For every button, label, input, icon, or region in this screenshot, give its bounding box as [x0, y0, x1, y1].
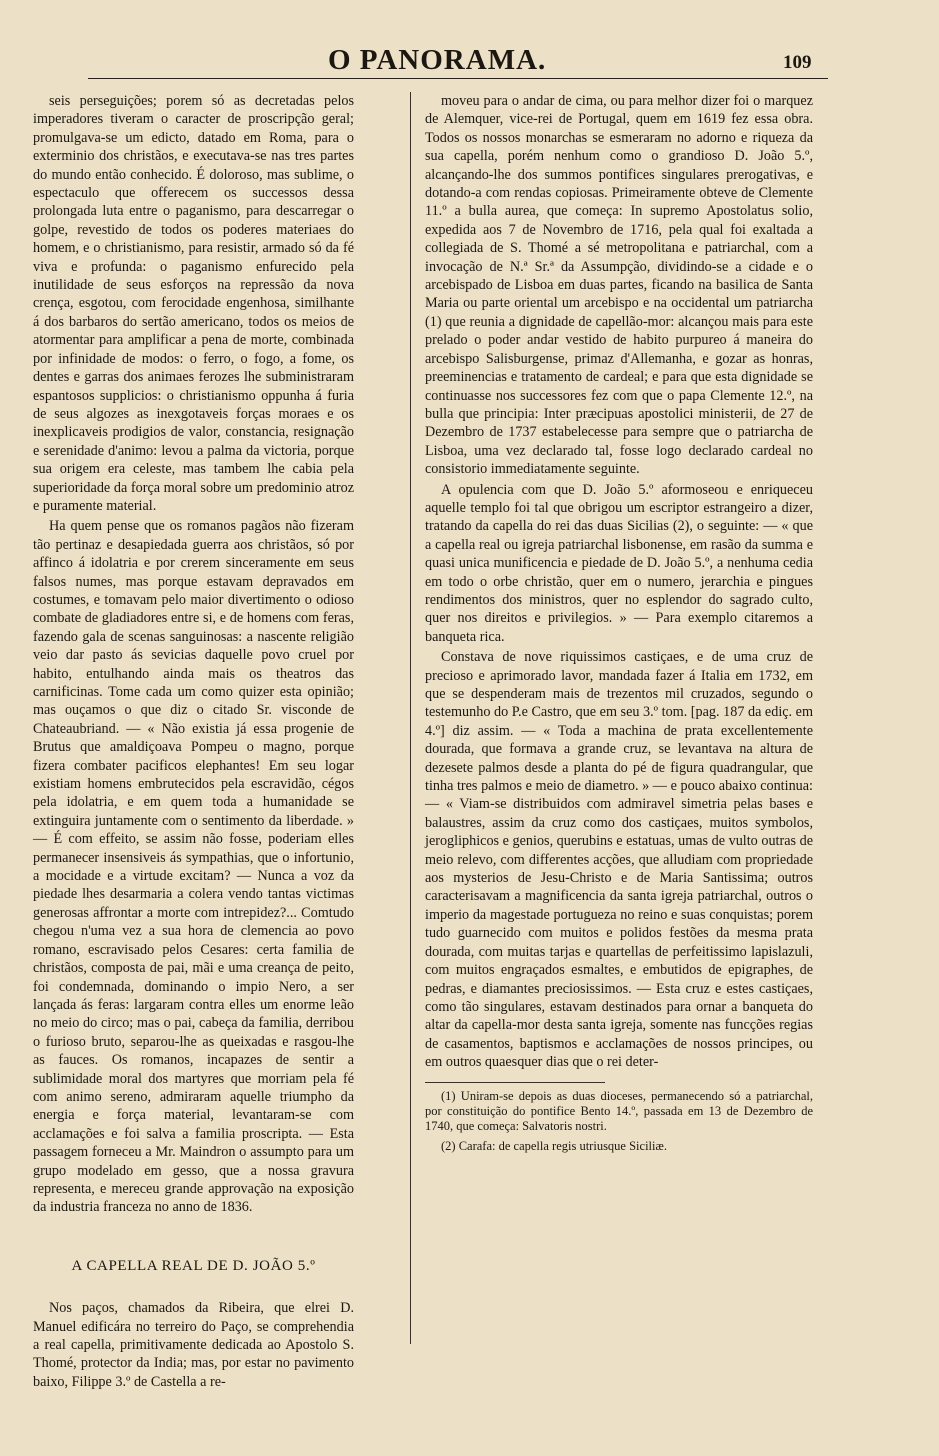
section-title: A CAPELLA REAL DE D. JOÃO 5.º: [71, 1257, 316, 1274]
left-paragraph-1: seis perseguições; porem só as decretadas pelos imperadores tiveram o caracter de proscripção geral; promulgava-se um edicto, datado em Roma, para o exterminio dos christãos, e executava-se nas tres partes do mundo então conhecido. É doloroso, mas sublime, o espectaculo que offerecem os successos dessa prolongada luta entre o paganismo, para descarregar o golpe, revestido de todos os poderes materiaes do homem, e o christianismo, para resistir, armado só da fé viva e profunda: o paganismo enfurecido pela inutilidade de seus esforços na repressão da nova crença, esgotou, com ferocidade engenhosa, similhante á dos barbaros do sertão americano, todos os meios de atormentar para amplificar a pena de morte, combinada por infinidade de modos: o ferro, o fogo, a fome, os dentes e garras dos animaes ferozes lhe subministraram espantosos supplicios: o christianismo oppunha á furia de seus algozes as inexgotaveis forças moraes e os inexplicaveis prodigios de valor, constancia, resignação e serenidade d'animo: levou a palma da victoria, porque sua origem era celeste, mas tambem lhe cabia pela superioridade da força moral sobre um predominio atroz e puramente material.: [33, 93, 354, 514]
page-number: 109: [783, 52, 812, 73]
right-paragraph-3: Constava de nove riquissimos castiçaes, e de uma cruz de precioso e aprimorado lavor, mandada fazer á Italia em 1732, em que se despenderam mais de trezentos mil cruzados, segundo o testemunho do P.e Castro, que em seu 3.º tom. [pag. 187 da ediç. em 4.º] diz assim. — « Toda a machina de prata excellentemente dourada, que formava a grande cruz, se levantava na altura de dezesete palmos desde a planta do pé de figura quadrangular, que tinha tres palmos e meio de diametro. » — e pouco abaixo continua: — « Viam-se distribuidos com admiravel simetria pelas bases e balaustres, assim da cruz como dos castiçaes, muitos symbolos, jerogliphicos e genios, querubins e estatuas, umas de vulto outras de meio relevo, com differentes acções, que alludiam com propriedade aos mysterios de Jesu-Christo e de Maria Santissima; outros caracterisavam a magnificencia da santa igreja patriarchal, outros o imperio da magestade portugueza no reino e suas conquistas; porem tudo guarnecido com muitos e polidos festões da mesma prata dourada, com muitas tarjas e quartellas de perfeitissimo lapislazuli, com muitos engraçados esmaltes, e embutidos de epigraphes, de pedras, e diamantes preciosissimos. — Esta cruz e estes castiçaes, como tão singulares, estavam destinados para ornar a banqueta do altar da capella-mor desta santa igreja, somente nas funcções regias de casamentos, baptismos e acclamações de nossos principes, ou em outros quaesquer dias que o rei deter-: [425, 649, 813, 1071]
journal-title: O PANORAMA.: [328, 44, 547, 76]
footnote-2: (2) Carafa: de capella regis utriusque Siciliæ.: [441, 1138, 667, 1153]
left-paragraph-3: Nos paços, chamados da Ribeira, que elrei D. Manuel edificára no terreiro do Paço, se comprehendia a real capella, primitivamente dedicada ao Apostolo S. Thomé, protector da India; mas, por estar no pavimento baixo, Filippe 3.º de Castella a re-: [33, 1300, 354, 1390]
right-column: [425, 92, 813, 1154]
right-paragraph-2: A opulencia com que D. João 5.º aformoseou e enriqueceu aquelle templo foi tal que obrigou um escriptor estrangeiro a dizer, tratando da capella do rei das duas Sicilias (2), o seguinte: — « que a capella real ou igreja patriarchal lisbonense, em rasão da summa e quasi unica munificencia e piedade de D. João 5.º, a nenhuma cedia em todo o orbe christão, quer em o numero, jerarchia e pingues rendimentos dos ministros, quer no esplendor do sagrado culto, quer nos direitos e privilegios. » — Para exemplo citaremos a banqueta rica.: [425, 481, 813, 645]
running-header: [88, 38, 828, 78]
right-paragraph-1: moveu para o andar de cima, ou para melhor dizer foi o marquez de Alemquer, vice-rei de Portugal, quem em 1619 fez essa obra. Todos os nossos monarchas se esmeraram no adorno e riqueza da sua capella, porém nenhum como o grandioso D. João 5.º, alcançando-lhe dos summos pontifices singulares prerogativas, e dotando-a com rendas copiosas. Primeiramente obteve de Clemente 11.º a bulla aurea, que começa: In supremo Apostolatus solio, expedida aos 7 de Novembro de 1716, pela qual foi exaltada a collegiada de S. Thomé a sé metropolitana e patriarchal, com a invocação de N.ª Sr.ª da Assumpção, dividindo-se a cidade e o arcebispado de Lisboa em duas partes, ficando na basilica de Santa Maria ou parte oriental um arcebispo e na occidental um patriarcha (1) que reunia a dignidade de capellão-mor: alcançou mais para este prelado o poder andar vestido de habito purpureo á maneira do arcebispo Salisburgense, primaz d'Allemanha, e gozar as honras, preeminencias e tratamento de cardeal; e para que esta dignidade se continuasse nos successores fez com que o papa Clemente 12.º, na bulla que principia: Inter præcipuas apostolici ministerii, de 27 de Dezembro de 1737 estabelecesse para sempre que o patriarcha de Lisboa, uma vez declarado tal, fosse logo declarado cardeal no consistorio immediatamente seguinte.: [425, 93, 813, 478]
header-rule: [88, 78, 828, 79]
left-column: [33, 92, 354, 1391]
left-paragraph-2: Ha quem pense que os romanos pagãos não fizeram tão pertinaz e desapiedada guerra aos christãos, só por affinco á idolatria e por crerem sinceramente em seus falsos numes, mas porque estavam depravados em costumes, e tomavam pelo maior divertimento o odioso combate de gladiadores entre si, e de homens com feras, fazendo gala de scenas sanguinosas: a nascente religião veio dar pasto ás sevicias daquelle povo cruel por habito, entulhando ainda mais os theatros das carnificinas. Tome cada um como quizer esta opinião; mas ouçamos o que diz o citado Sr. visconde de Chateaubriand. — « Não existia já essa progenie de Brutus que amaldiçoava Pompeu o magno, porque fizera combater pacificos elephantes! Em seu logar existiam homens embrutecidos pela escravidão, cégos pela idolatria, e em quem toda a humanidade se extinguira juntamente com o sentimento da liberdade. » — É com effeito, se assim não fosse, poderiam elles permanecer insensiveis ás sympathias, que o infortunio, a mocidade e a virtude excitam? — Nunca a voz da piedade lhes desarmaria a colera vendo tantas victimas generosas affrontar a morte com intrepidez?... Comtudo chegou n'uma vez a sua hora de clemencia ao povo romano, escravisado pelos Cesares: certa familia de christãos, composta de pai, mãi e uma creança de peito, foi condemnada, dominando o impio Nero, a ser lançada ás feras: largaram contra elles um enorme leão no meio do circo; mas o pai, cabeça da familia, derribou o furioso bruto, separou-lhe as queixadas e rasgou-lhe as fauces. Os romanos, incapazes de sentir a sublimidade moral dos martyres que morriam pela fé com animo sereno, admiraram aquelle triumpho da energia e força material, levantaram-se com acclamações e foi salva a familia proscripta. — Esta passagem forneceu a Mr. Maindron o assumpto para um grupo modelado em gesso, que a nossa gravura representa, e mereceu grande approvação na exposição da industria franceza no anno de 1836.: [33, 518, 354, 1216]
column-divider: [410, 92, 411, 1344]
footnote-rule: [425, 1082, 605, 1083]
footnote-1: (1) Uniram-se depois as duas dioceses, permanecendo só a patriarchal, por constituição do pontifice Bento 14.º, passada em 13 de Dezembro de 1740, que começa: Salvatoris nostri.: [425, 1088, 813, 1134]
